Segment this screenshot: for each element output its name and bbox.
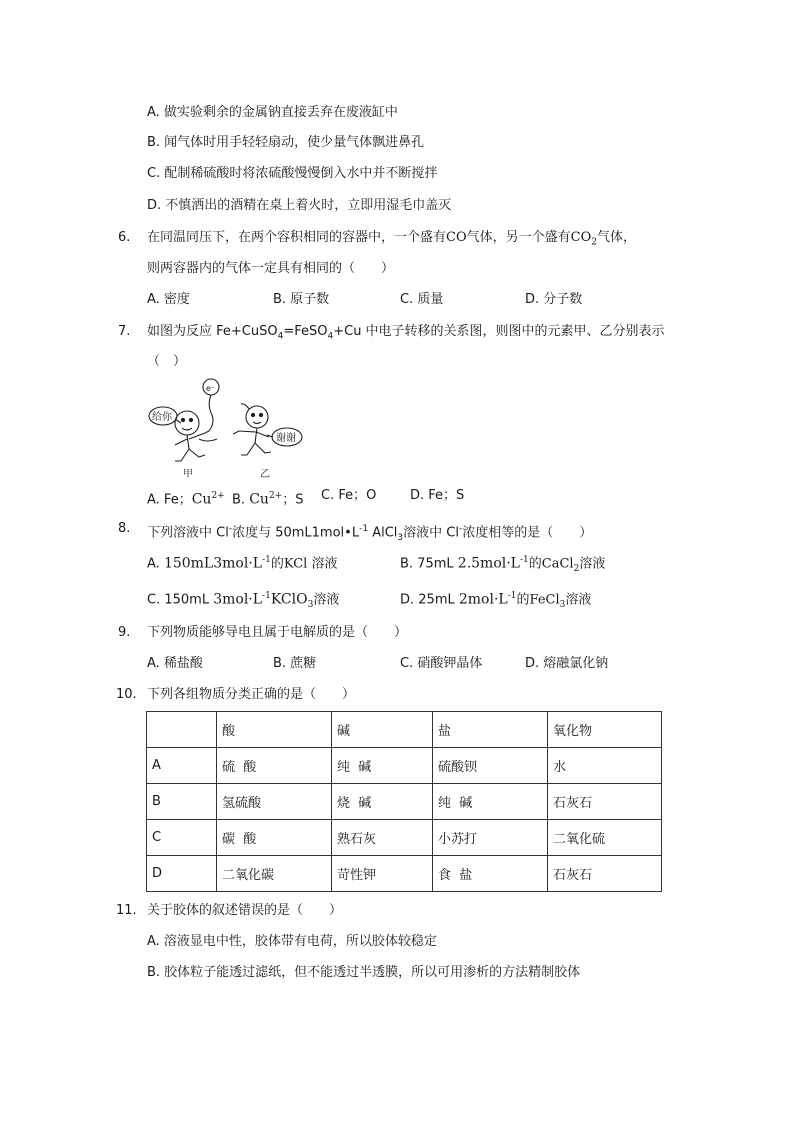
table-cell: 烧 碱 (332, 784, 433, 820)
q7-stem-line2: （ ） (147, 354, 187, 369)
q9-option-c: C. 硝酸钾晶体 (400, 656, 483, 671)
thanks-label: 谢谢 (276, 433, 296, 444)
q11-option-b: B. 胶体粒子能透过滤纸，但不能透过半透膜，所以可用渗析的方法精制胶体 (147, 965, 581, 980)
table-cell: 盐 (433, 712, 548, 748)
table-row (147, 820, 662, 856)
table-cell: 二氧化碳 (217, 856, 332, 892)
table-cell: 酸 (217, 712, 332, 748)
q8-option-a: A. $150mL3mol\cdot L^{-1}$的KCl 溶液 (147, 555, 338, 572)
table-cell: 小苏打 (433, 820, 548, 856)
q9-number: 9. (118, 625, 131, 640)
electron-label: e⁻ (206, 384, 216, 393)
table-cell: A (147, 748, 217, 784)
table-cell: D (147, 856, 217, 892)
q6-option-a: A. 密度 (147, 292, 190, 307)
q8-stem: 下列溶液中 Cl-浓度与 $50mL1mol•L^{-1}$ AlCl$_3$溶液中 Cl-浓度相等的是（ ） (147, 524, 593, 543)
table-cell: B (147, 784, 217, 820)
q10-number: 10. (116, 687, 137, 702)
q8-number: 8. (118, 521, 131, 536)
q6-stem-line1: 在同温同压下，在两个容积相同的容器中，一个盛有CO气体，另一个盛有$CO_2$气体， (147, 230, 636, 248)
table-row (147, 784, 662, 820)
q5-option-d: D. 不慎洒出的酒精在桌上着火时，立即用湿毛巾盖灭 (147, 198, 452, 213)
q11-option-a: A. 溶液显电中性，胶体带有电荷，所以胶体较稳定 (147, 934, 437, 949)
table-cell: 石灰石 (548, 856, 662, 892)
table-row (147, 856, 662, 892)
q9-option-a: A. 稀盐酸 (147, 656, 203, 671)
table-row (147, 748, 662, 784)
q9-stem: 下列物质能够导电且属于电解质的是（ ） (147, 625, 408, 640)
q11-number: 11. (116, 903, 137, 918)
q5-option-a: A. 做实验剩余的金属钠直接丢弃在废液缸中 (147, 105, 398, 120)
table-cell: 石灰石 (548, 784, 662, 820)
q11-stem: 关于胶体的叙述错误的是（ ） (147, 903, 343, 918)
q5-option-b: B. 闻气体时用手轻轻扇动，使少量气体飘进鼻孔 (147, 135, 425, 150)
table-cell: 二氧化硫 (548, 820, 662, 856)
table-cell: 硫 酸 (217, 748, 332, 784)
yi-label: 乙 (260, 469, 270, 480)
electron-transfer-figure (145, 373, 315, 483)
q6-stem-line2: 则两容器内的气体一定具有相同的（ ） (147, 261, 395, 276)
table-cell: 纯 碱 (433, 784, 548, 820)
q7-number: 7. (118, 324, 131, 339)
table-header-row (147, 712, 662, 748)
q8-option-d: D. 25mL $2mol\cdot L^{-1}$的FeCl$_3$溶液 (400, 591, 592, 610)
q7-option-c: C. Fe；O (321, 488, 377, 503)
jia-label: 甲 (183, 469, 193, 480)
table-cell: 碳 酸 (217, 820, 332, 856)
classification-table (146, 711, 662, 892)
q5-option-c: C. 配制稀硫酸时将浓硫酸慢慢倒入水中并不断搅拌 (147, 166, 438, 181)
table-cell: 苛性钾 (332, 856, 433, 892)
q7-option-a: A. Fe；$Cu^{2+}$ (147, 491, 225, 508)
q6-number: 6. (118, 230, 131, 245)
q7-stem-line1: 如图为反应 Fe+CuSO$_4$=FeSO$_4$+Cu 中电子转移的关系图，则图中的元素甲、乙分别表示 (147, 324, 665, 342)
q9-option-b: B. 蔗糖 (273, 656, 317, 671)
q8-option-b: B. 75mL $2.5mol\cdot L^{-1}$的CaCl$_2$溶液 (400, 555, 606, 574)
table-cell: 水 (548, 748, 662, 784)
q8-option-c: C. 150mL $3mol\cdot L^{-1}KClO_3$溶液 (147, 591, 340, 610)
table-cell: 熟石灰 (332, 820, 433, 856)
table-cell: 碱 (332, 712, 433, 748)
table-cell: 氧化物 (548, 712, 662, 748)
q7-option-b: B. $Cu^{2+}$；S (232, 491, 304, 508)
q10-stem: 下列各组物质分类正确的是（ ） (147, 687, 356, 702)
table-cell: 纯 碱 (332, 748, 433, 784)
q6-option-b: B. 原子数 (273, 292, 330, 307)
give-label: 给你 (152, 412, 172, 423)
q6-option-d: D. 分子数 (525, 292, 583, 307)
table-cell: 食 盐 (433, 856, 548, 892)
q9-option-d: D. 熔融氯化钠 (525, 656, 609, 671)
table-cell: C (147, 820, 217, 856)
table-cell: 氢硫酸 (217, 784, 332, 820)
q6-option-c: C. 质量 (400, 292, 444, 307)
q7-option-d: D. Fe；S (410, 488, 465, 503)
table-cell (147, 712, 217, 748)
table-cell: 硫酸钡 (433, 748, 548, 784)
